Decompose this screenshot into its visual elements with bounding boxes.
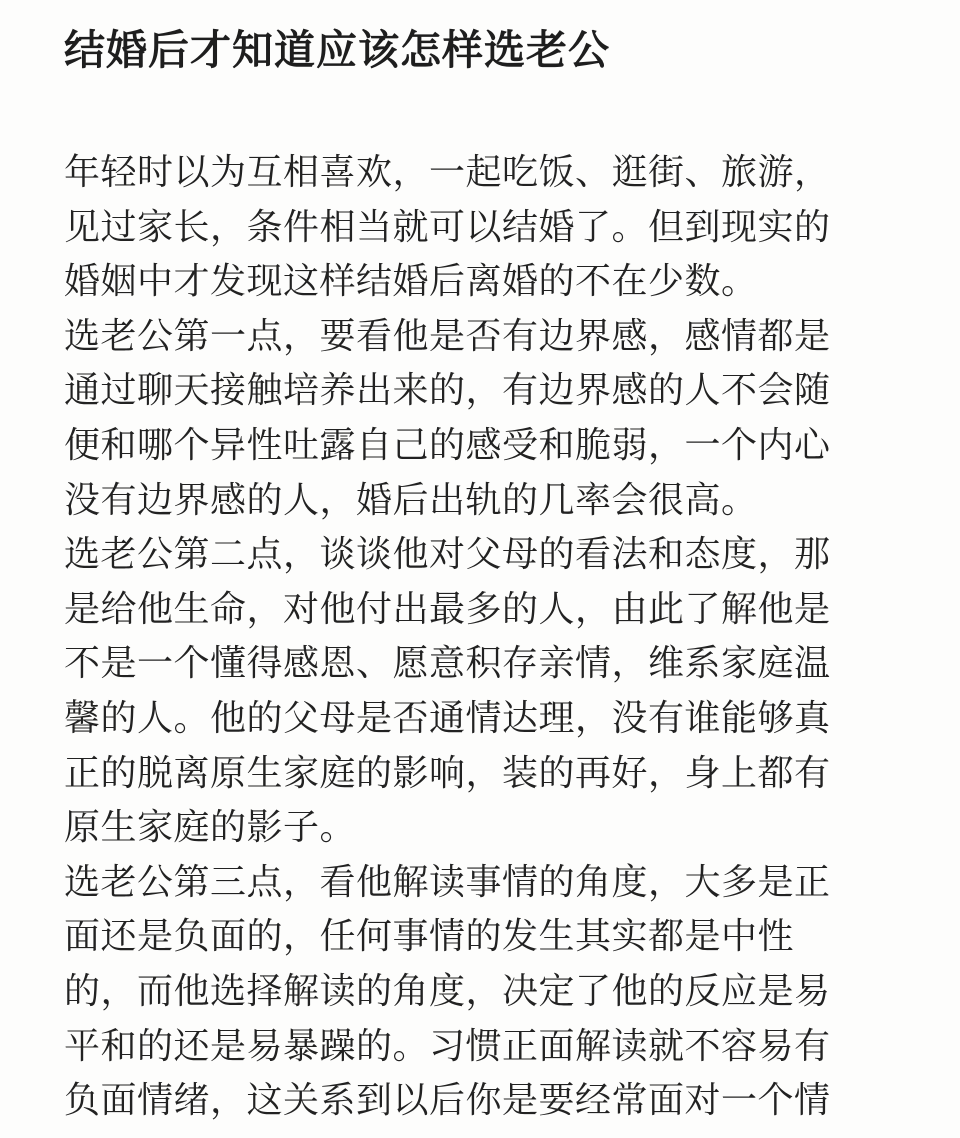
- body-line: 面还是负面的，任何事情的发生其实都是中性: [64, 916, 795, 958]
- body-line: 选老公第一点，要看他是否有边界感，感情都是: [64, 315, 831, 357]
- body-line: 见过家长，条件相当就可以结婚了。但到现实的: [64, 206, 831, 248]
- body-line: 婚姻中才发现这样结婚后离婚的不在少数。: [64, 261, 758, 303]
- body-line: 平和的还是易暴躁的。习惯正面解读就不容易有: [64, 1025, 831, 1067]
- body-line: 年轻时以为互相喜欢，一起吃饭、逛街、旅游，: [64, 152, 831, 193]
- body-line: 原生家庭的影子。: [64, 807, 357, 849]
- body-line: 没有边界感的人，婚后出轨的几率会很高。: [64, 479, 758, 521]
- body-line: 通过聊天接触培养出来的，有边界感的人不会随: [64, 370, 831, 412]
- body-line: 正的脱离原生家庭的影响，装的再好，身上都有: [64, 752, 831, 794]
- body-line: 选老公第二点，谈谈他对父母的看法和态度，那: [64, 534, 831, 576]
- body-line: 是给他生命，对他付出最多的人，由此了解他是: [64, 588, 831, 630]
- article-title: 结婚后才知道应该怎样选老公: [64, 26, 610, 74]
- body-line: 不是一个懂得感恩、愿意积存亲情，维系家庭温: [64, 643, 831, 685]
- body-line: 选老公第三点，看他解读事情的角度，大多是正: [64, 861, 831, 903]
- body-line: 的，而他选择解读的角度，决定了他的反应是易: [64, 970, 831, 1012]
- body-line: 馨的人。他的父母是否通情达理，没有谁能够真: [64, 697, 831, 739]
- body-line: 负面情绪，这关系到以后你是要经常面对一个情: [64, 1080, 831, 1122]
- article-body: [64, 146, 904, 1129]
- body-line: 便和哪个异性吐露自己的感受和脆弱，一个内心: [64, 424, 831, 466]
